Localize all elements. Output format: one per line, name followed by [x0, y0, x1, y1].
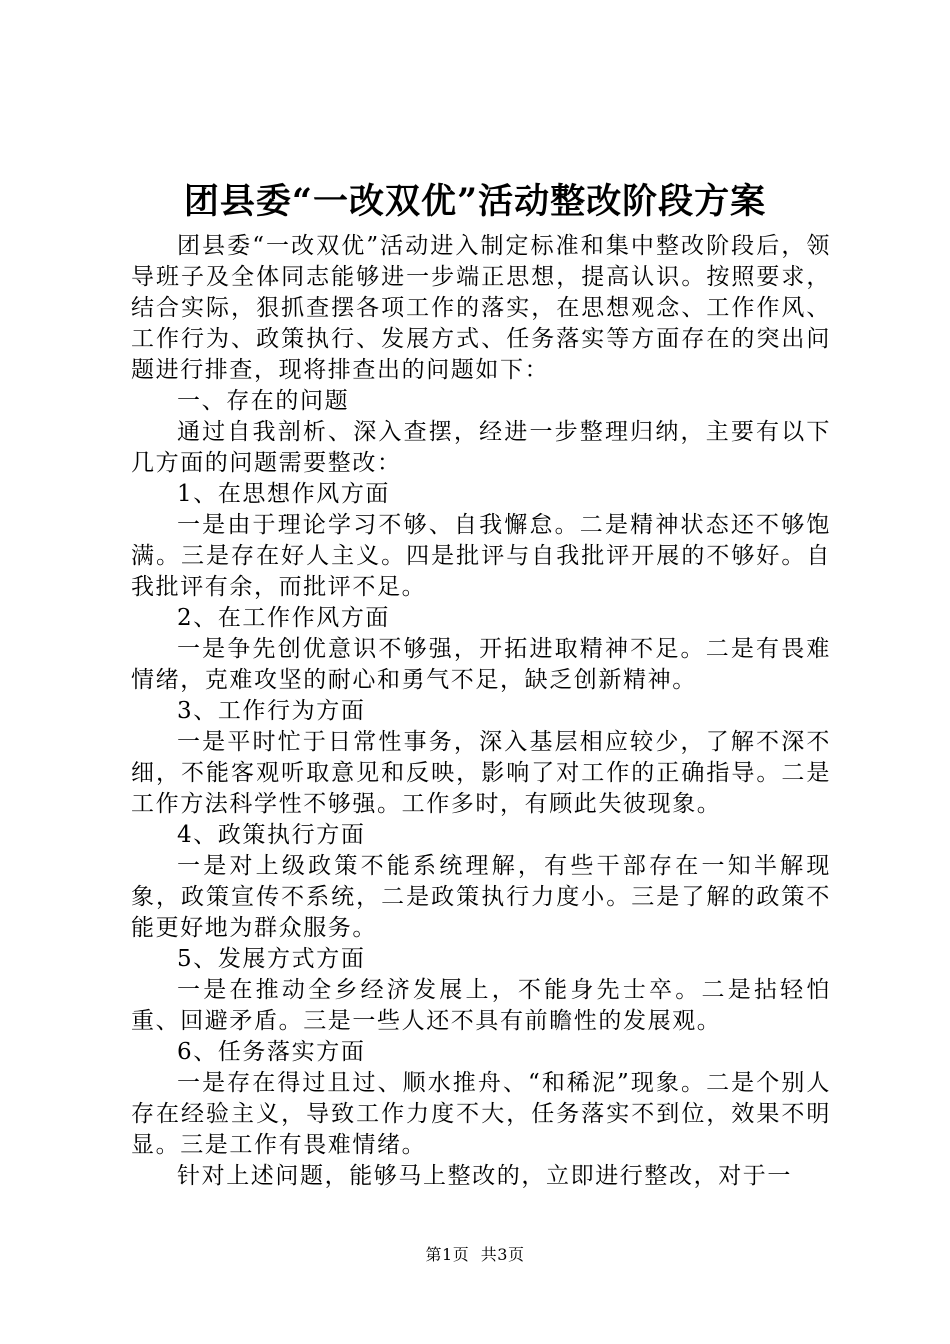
page-footer: [0, 1244, 950, 1266]
subheading-work-style: 2、在工作作风方面: [177, 605, 391, 631]
document-title: 团县委“一改双优”活动整改阶段方案: [183, 181, 767, 222]
paragraph-rectification: 针对上述问题，能够马上整改的，立即进行整改，对于一: [177, 1163, 792, 1189]
paragraph-work-style: 一是争先创优意识不够强，开拓进取精神不足。二是有畏难情绪，克难攻坚的耐心和勇气不足，缺乏创新精神。: [131, 636, 831, 693]
document-body: [131, 231, 831, 1192]
subheading-task-implementation: 6、任务落实方面: [177, 1039, 366, 1065]
page-number: 第1页: [425, 1245, 470, 1264]
subheading-thinking-style: 1、在思想作风方面: [177, 481, 391, 507]
subheading-policy-execution: 4、政策执行方面: [177, 822, 366, 848]
page-total: 共3页: [480, 1245, 525, 1264]
paragraph-development-mode: 一是在推动全乡经济发展上，不能身先士卒。二是拈轻怕重、回避矛盾。三是一些人还不具有前瞻性的发展观。: [131, 977, 831, 1034]
paragraph-policy-execution: 一是对上级政策不能系统理解，有些干部存在一知半解现象，政策宣传不系统，二是政策执行力度小。三是了解的政策不能更好地为群众服务。: [131, 853, 831, 941]
section-heading-problems: 一、存在的问题: [177, 388, 350, 414]
subheading-work-behavior: 3、工作行为方面: [177, 698, 366, 724]
paragraph-summary: 通过自我剖析、深入查摆，经进一步整理归纳，主要有以下几方面的问题需要整改：: [131, 419, 831, 476]
paragraph-thinking-style: 一是由于理论学习不够、自我懈怠。二是精神状态还不够饱满。三是存在好人主义。四是批评与自我批评开展的不够好。自我批评有余，而批评不足。: [131, 512, 831, 600]
subheading-development-mode: 5、发展方式方面: [177, 946, 366, 972]
paragraph-task-implementation: 一是存在得过且过、顺水推舟、“和稀泥”现象。二是个别人存在经验主义，导致工作力度不大，任务落实不到位，效果不明显。三是工作有畏难情绪。: [131, 1070, 831, 1158]
paragraph-intro: 团县委“一改双优”活动进入制定标准和集中整改阶段后，领导班子及全体同志能够进一步端正思想，提高认识。按照要求，结合实际，狠抓查摆各项工作的落实，在思想观念、工作作风、工作行为、政策执行、发展方式、任务落实等方面存在的突出问题进行排查，现将排查出的问题如下：: [131, 233, 831, 383]
paragraph-work-behavior: 一是平时忙于日常性事务，深入基层相应较少，了解不深不细，不能客观听取意见和反映，影响了对工作的正确指导。二是工作方法科学性不够强。工作多时，有顾此失彼现象。: [131, 729, 831, 817]
